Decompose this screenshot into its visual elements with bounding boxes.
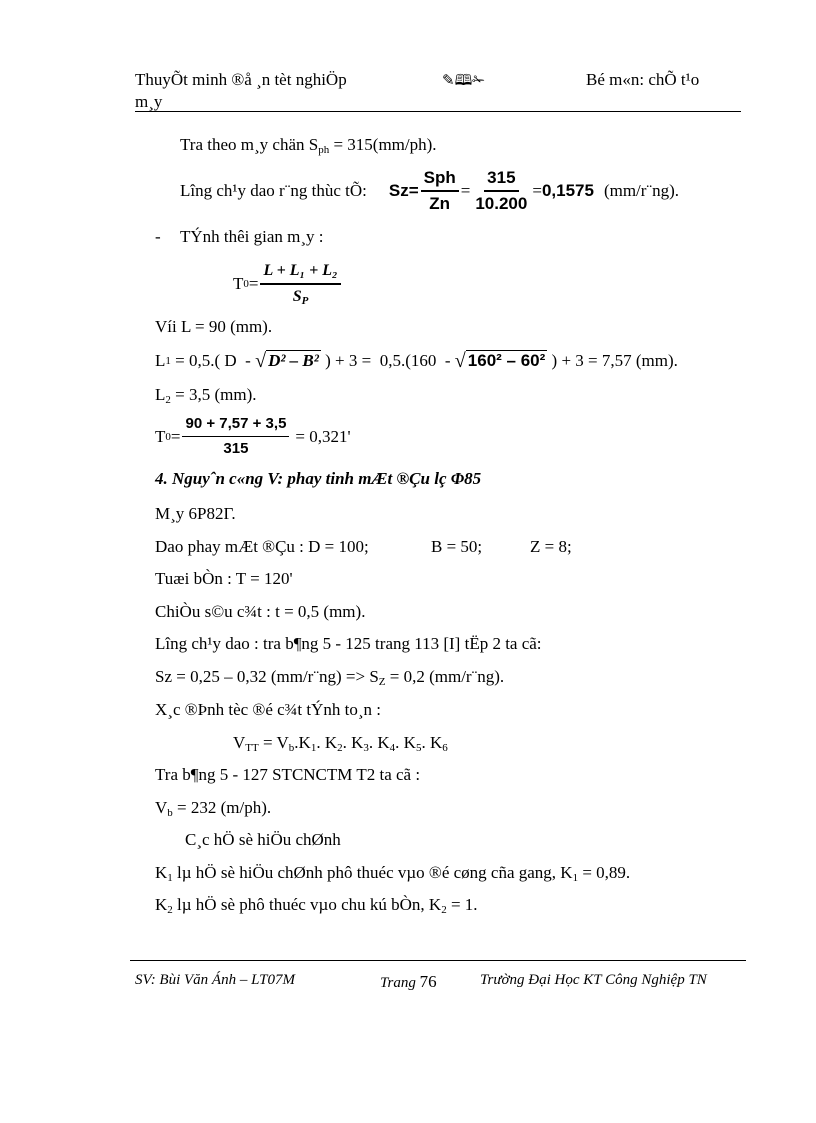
fraction-t0: $\frac{\text{L + L₁ + L₂}}{S_P}$ [260,260,340,308]
line-tra-bang-127: Tra b¶ng 5 - 127 STCNCTM T2 ta cã : [155,765,421,784]
fraction-t0-numeric: $\frac{90 + 7,57 + 3,5}{315}$ [182,413,289,460]
line-may: M¸y 6P82Г. [155,504,236,523]
line-dao-b: B = 50; [431,537,483,556]
header-title: ThuyÕt minh ®å ¸n tèt nghiÖp [135,70,347,89]
sqrt-symbolic: √ D² – B² [255,350,319,372]
footer-rule [130,960,746,961]
line-k2: $K_2$ lµ hÖ sè phô thuéc vµo chu kú bÒn, $K_2 = 1$. [155,895,478,916]
footer-page: Trang 76 [380,972,437,991]
header-department: Bé m«n: chÕ t¹o [586,70,700,89]
header-title-cont: m¸y [135,92,163,111]
footer-school: Trường Đại Học KT Công Nghiệp TN [480,972,707,988]
line-l2: $L_2 = 3,5$ (mm). [155,385,257,406]
line-cac-he-so: C¸c hÖ sè hiÖu chØnh [185,830,341,849]
line-voi-l: Víi L = 90 (mm). [155,317,273,336]
line-sz-range: Sz = 0,25 – 0,32 (mm/r¨ng) => $S_Z = 0,2$ (mm/r¨ng). [155,667,505,688]
fraction-315: $\frac{315}{10.200}$ [475,168,528,213]
t0-formula: T 0 = $\frac{\text{L + L₁ + L₂}}{S_P}$ [233,260,343,308]
line-dao-z: Z = 8; [530,537,572,556]
line-vb: $V_b = 232$ (m/ph). [155,798,272,819]
footer-author: SV: Bùi Văn Ánh – LT07M [135,972,295,988]
bullet-dash: - [155,227,161,246]
header-ornament-icon: ✎🕮✁ [442,71,485,89]
line-k1: $K_1$ lµ hÖ sè hiÖu chØnh phô thuéc vµo ®é cøng cña gang, $K_1 = 0,89$. [155,863,631,884]
line-sz-formula: Lîng ch¹y dao r¨ng thùc tÕ: Sz = $\frac{\text{Sph}}{Zn}$ = $\frac{315}{10.200}$ = 0,1575 (mm/r¨ng). [180,168,680,213]
line-tinh-thoi-gian: TÝnh thêi gian m¸y : [180,227,324,246]
page-number: 76 [419,972,437,991]
line-l1: L 1 = 0,5.( D - √ D² – B² ) + 3 = 0,5.(160 - √ 160² – 60² ) + 3 = 7,57 (mm). [155,350,678,372]
header-rule [135,111,741,112]
line-tra-theo: Tra theo m¸y chän $S_{ph} = 315(mm/ph)$. [180,135,437,156]
line-luong-chay-dao: Lîng ch¹y dao : tra b¶ng 5 - 125 trang 113 [I] tËp 2 ta cã: [155,634,542,653]
line-t0-numeric: T 0 = $\frac{90 + 7,57 + 3,5}{315}$ = 0,321' [155,413,351,460]
line-tuoi-ben: Tuæi bÒn : T = 120' [155,569,293,588]
line-dao-phay: Dao phay mÆt ®Çu : D = 100; [155,537,369,556]
fraction-sph-zn: $\frac{\text{Sph}}{Zn}$ [421,167,459,215]
line-chieu-sau: ChiÒu s©u c¾t : t = 0,5 (mm). [155,602,366,621]
sqrt-numeric: √ 160² – 60² [454,350,546,372]
line-xac-dinh: X¸c ®Þnh tèc ®é c¾t tÝnh to¸n : [155,700,382,719]
section-heading: 4. Nguyˆn c«ng V: phay tinh mÆt ®Çu lç Φ85 [155,469,482,488]
vtt-formula: $V_{TT} = V_b.K_1$. $K_2$. $K_3$. $K_4$. $K_5$. $K_6$ [233,733,448,754]
